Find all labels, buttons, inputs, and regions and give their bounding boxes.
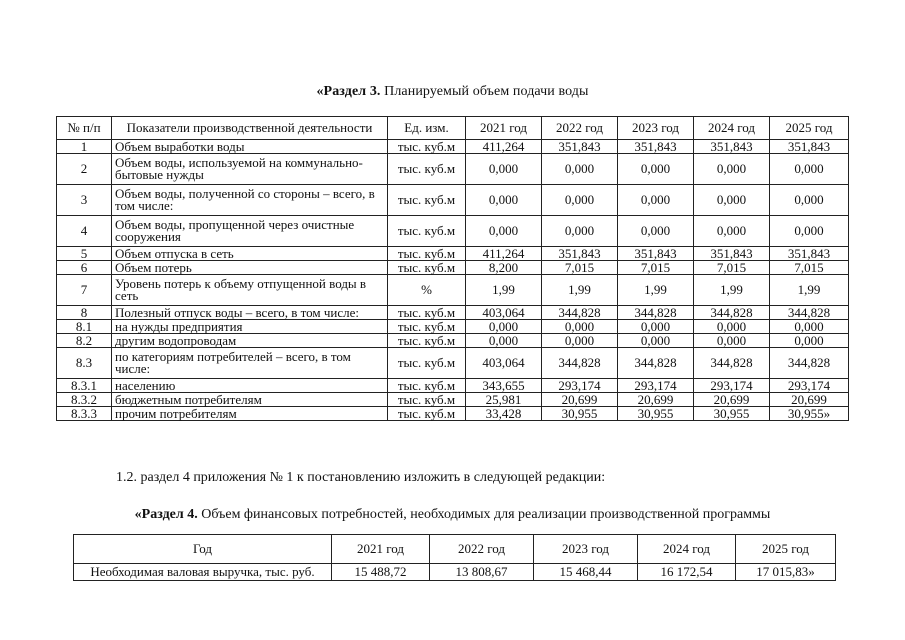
unit-cell: тыс. куб.м xyxy=(388,154,466,185)
indicator-name: бюджетным потребителям xyxy=(112,393,388,407)
value-cell: 351,843 xyxy=(618,247,694,261)
value-cell: 0,000 xyxy=(466,320,542,334)
unit-cell: тыс. куб.м xyxy=(388,379,466,393)
value-cell: 1,99 xyxy=(466,275,542,306)
value-cell: 351,843 xyxy=(770,247,849,261)
section4-table xyxy=(73,534,836,581)
value-cell: 0,000 xyxy=(694,185,770,216)
table-row xyxy=(57,306,849,320)
section4-title-text: Объем финансовых потребностей, необходимых для реализации производственной программы xyxy=(197,507,771,522)
col-header-2025: 2025 год xyxy=(770,117,849,140)
col-header-2023: 2023 год xyxy=(618,117,694,140)
indicator-name: Объем отпуска в сеть xyxy=(112,247,388,261)
value-cell: 344,828 xyxy=(618,306,694,320)
indicator-name: на нужды предприятия xyxy=(112,320,388,334)
unit-cell: тыс. куб.м xyxy=(388,140,466,154)
row-number: 8.1 xyxy=(57,320,112,334)
value-cell: 0,000 xyxy=(618,185,694,216)
value-cell: 0,000 xyxy=(466,334,542,348)
indicator-name: Объем воды, пропущенной через очистные сооружения xyxy=(112,216,388,247)
indicator-name: Объем воды, используемой на коммунально-бытовые нужды xyxy=(112,154,388,185)
section4-title-bold: «Раздел 4. xyxy=(134,507,198,522)
table-row xyxy=(57,393,849,407)
table-row xyxy=(57,275,849,306)
value-cell: 0,000 xyxy=(542,154,618,185)
value-cell: 411,264 xyxy=(466,140,542,154)
unit-cell: тыс. куб.м xyxy=(388,334,466,348)
col-header-indicator: Показатели производственной деятельности xyxy=(112,117,388,140)
row-number: 8.2 xyxy=(57,334,112,348)
col-header-2024: 2024 год xyxy=(638,535,736,564)
value-cell: 13 808,67 xyxy=(430,564,534,581)
col-header-unit: Ед. изм. xyxy=(388,117,466,140)
value-cell: 344,828 xyxy=(542,348,618,379)
section3-title-bold: «Раздел 3. xyxy=(316,84,381,99)
value-cell: 351,843 xyxy=(770,140,849,154)
col-header-2022: 2022 год xyxy=(542,117,618,140)
indicator-name: Объем воды, полученной со стороны – всего, в том числе: xyxy=(112,185,388,216)
row-number: 8.3.1 xyxy=(57,379,112,393)
value-cell: 0,000 xyxy=(618,320,694,334)
value-cell: 0,000 xyxy=(770,154,849,185)
unit-cell: тыс. куб.м xyxy=(388,393,466,407)
section3-title xyxy=(0,84,905,100)
value-cell: 25,981 xyxy=(466,393,542,407)
value-cell: 0,000 xyxy=(694,320,770,334)
indicator-name: Объем потерь xyxy=(112,261,388,275)
value-cell: 0,000 xyxy=(542,320,618,334)
value-cell: 1,99 xyxy=(770,275,849,306)
indicator-name: Объем выработки воды xyxy=(112,140,388,154)
value-cell: 344,828 xyxy=(542,306,618,320)
value-cell: 0,000 xyxy=(618,154,694,185)
table-row xyxy=(57,140,849,154)
value-cell: 343,655 xyxy=(466,379,542,393)
table-row xyxy=(57,407,849,421)
table-row xyxy=(74,564,836,581)
value-cell: 293,174 xyxy=(694,379,770,393)
value-cell: 344,828 xyxy=(618,348,694,379)
value-cell: 293,174 xyxy=(618,379,694,393)
section3-title-text: Планируемый объем подачи воды xyxy=(380,84,589,99)
value-cell: 1,99 xyxy=(694,275,770,306)
value-cell: 16 172,54 xyxy=(638,564,736,581)
value-cell: 0,000 xyxy=(770,334,849,348)
value-cell: 293,174 xyxy=(542,379,618,393)
value-cell: 351,843 xyxy=(542,140,618,154)
value-cell: 20,699 xyxy=(770,393,849,407)
value-cell: 351,843 xyxy=(618,140,694,154)
section3-table-body xyxy=(57,140,849,421)
table-row xyxy=(57,247,849,261)
value-cell: 0,000 xyxy=(694,154,770,185)
value-cell: 33,428 xyxy=(466,407,542,421)
value-cell: 293,174 xyxy=(770,379,849,393)
section3-header-row xyxy=(57,117,849,140)
row-number: 3 xyxy=(57,185,112,216)
row-number: 1 xyxy=(57,140,112,154)
table-row xyxy=(57,320,849,334)
table-row xyxy=(57,216,849,247)
unit-cell: тыс. куб.м xyxy=(388,407,466,421)
section4-header-row xyxy=(74,535,836,564)
value-cell: 0,000 xyxy=(694,334,770,348)
value-cell: 0,000 xyxy=(542,185,618,216)
value-cell: 403,064 xyxy=(466,306,542,320)
value-cell: 344,828 xyxy=(694,306,770,320)
indicator-name: другим водопроводам xyxy=(112,334,388,348)
row-label: Необходимая валовая выручка, тыс. руб. xyxy=(74,564,332,581)
col-header-2021: 2021 год xyxy=(332,535,430,564)
value-cell: 7,015 xyxy=(694,261,770,275)
col-header-2024: 2024 год xyxy=(694,117,770,140)
value-cell: 1,99 xyxy=(542,275,618,306)
value-cell: 0,000 xyxy=(694,216,770,247)
indicator-name: Уровень потерь к объему отпущенной воды в сеть xyxy=(112,275,388,306)
unit-cell: тыс. куб.м xyxy=(388,261,466,275)
row-number: 8 xyxy=(57,306,112,320)
row-number: 4 xyxy=(57,216,112,247)
value-cell: 20,699 xyxy=(694,393,770,407)
value-cell: 30,955 xyxy=(542,407,618,421)
row-number: 8.3.2 xyxy=(57,393,112,407)
unit-cell: тыс. куб.м xyxy=(388,306,466,320)
row-number: 8.3.3 xyxy=(57,407,112,421)
table-row xyxy=(57,334,849,348)
value-cell: 0,000 xyxy=(542,216,618,247)
row-number: 8.3 xyxy=(57,348,112,379)
value-cell: 344,828 xyxy=(770,306,849,320)
unit-cell: тыс. куб.м xyxy=(388,216,466,247)
value-cell: 0,000 xyxy=(466,216,542,247)
section3-table xyxy=(56,116,849,421)
indicator-name: Полезный отпуск воды – всего, в том числе: xyxy=(112,306,388,320)
value-cell: 0,000 xyxy=(466,154,542,185)
table-row xyxy=(57,154,849,185)
col-header-2022: 2022 год xyxy=(430,535,534,564)
unit-cell: тыс. куб.м xyxy=(388,185,466,216)
value-cell: 15 488,72 xyxy=(332,564,430,581)
value-cell: 30,955 xyxy=(694,407,770,421)
table-row xyxy=(57,379,849,393)
value-cell: 351,843 xyxy=(694,247,770,261)
value-cell: 0,000 xyxy=(770,216,849,247)
value-cell: 15 468,44 xyxy=(534,564,638,581)
row-number: 5 xyxy=(57,247,112,261)
value-cell: 1,99 xyxy=(618,275,694,306)
col-header-2023: 2023 год xyxy=(534,535,638,564)
amendment-note: 1.2. раздел 4 приложения № 1 к постановлению изложить в следующей редакции: xyxy=(116,470,606,485)
value-cell: 17 015,83» xyxy=(736,564,836,581)
value-cell: 0,000 xyxy=(466,185,542,216)
col-header-2025: 2025 год xyxy=(736,535,836,564)
indicator-name: прочим потребителям xyxy=(112,407,388,421)
unit-cell: тыс. куб.м xyxy=(388,320,466,334)
value-cell: 30,955 xyxy=(618,407,694,421)
value-cell: 351,843 xyxy=(694,140,770,154)
col-header-year: Год xyxy=(74,535,332,564)
value-cell: 7,015 xyxy=(770,261,849,275)
row-number: 6 xyxy=(57,261,112,275)
table-row xyxy=(57,185,849,216)
section4-title xyxy=(0,507,905,523)
col-header-2021: 2021 год xyxy=(466,117,542,140)
value-cell: 30,955» xyxy=(770,407,849,421)
unit-cell: тыс. куб.м xyxy=(388,247,466,261)
value-cell: 8,200 xyxy=(466,261,542,275)
value-cell: 344,828 xyxy=(694,348,770,379)
value-cell: 344,828 xyxy=(770,348,849,379)
value-cell: 20,699 xyxy=(618,393,694,407)
value-cell: 403,064 xyxy=(466,348,542,379)
indicator-name: по категориям потребителей – всего, в том числе: xyxy=(112,348,388,379)
value-cell: 0,000 xyxy=(770,185,849,216)
unit-cell: % xyxy=(388,275,466,306)
table-row xyxy=(57,261,849,275)
value-cell: 20,699 xyxy=(542,393,618,407)
col-header-num: № п/п xyxy=(57,117,112,140)
row-number: 2 xyxy=(57,154,112,185)
value-cell: 0,000 xyxy=(618,216,694,247)
value-cell: 7,015 xyxy=(542,261,618,275)
value-cell: 0,000 xyxy=(542,334,618,348)
value-cell: 351,843 xyxy=(542,247,618,261)
value-cell: 0,000 xyxy=(770,320,849,334)
value-cell: 0,000 xyxy=(618,334,694,348)
unit-cell: тыс. куб.м xyxy=(388,348,466,379)
value-cell: 411,264 xyxy=(466,247,542,261)
table-row xyxy=(57,348,849,379)
value-cell: 7,015 xyxy=(618,261,694,275)
indicator-name: населению xyxy=(112,379,388,393)
row-number: 7 xyxy=(57,275,112,306)
